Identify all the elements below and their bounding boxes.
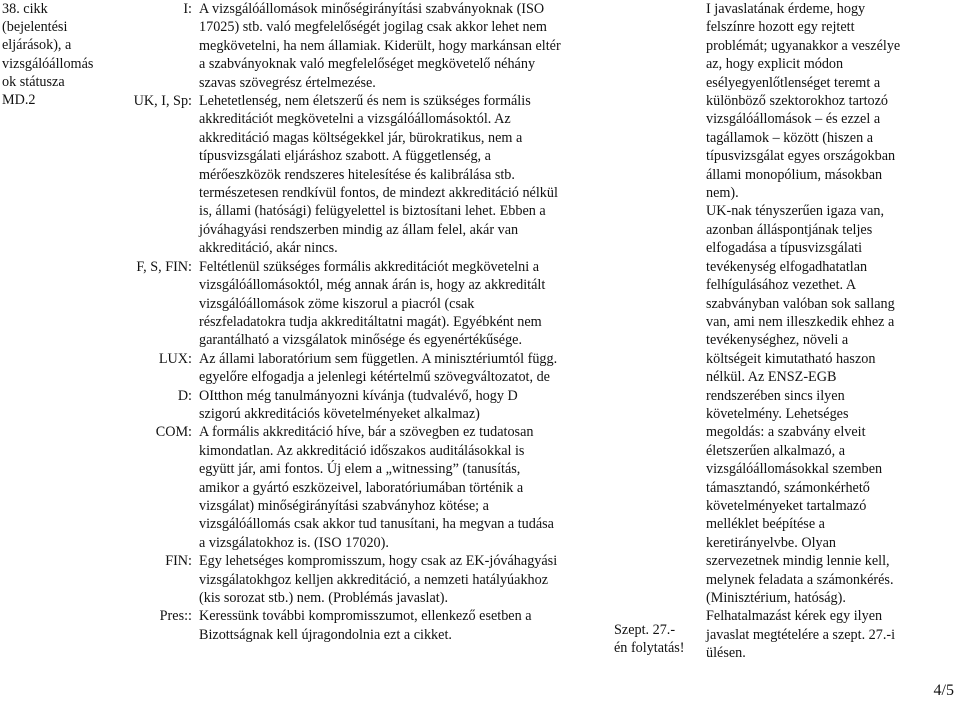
comment-line: garantálható a vizsgálatok minősége és egyenértékűsége. bbox=[199, 332, 523, 349]
remark-line: típusvizsgálat egyes országokban bbox=[706, 148, 896, 165]
comment-line: egyelőre elfogadja a jelenlegi kétértelmű szövegváltozatot, de bbox=[199, 369, 550, 386]
comment-text bbox=[199, 552, 604, 607]
comment-line: vizsgálóállomások zöme kiszorul a piacról (csak bbox=[199, 295, 475, 312]
remark-line: követelményeket tartalmazó bbox=[706, 497, 867, 514]
remark-line: tagállamok – között (hiszen a bbox=[706, 129, 874, 146]
country-code: I: bbox=[183, 1, 192, 17]
country-comments bbox=[96, 0, 616, 644]
comment-line: Feltétlenül szükséges formális akkreditációt megkövetelni a bbox=[199, 258, 540, 275]
remark-line: vizsgálóállomások – és ezzel a bbox=[706, 111, 881, 128]
comment-line: együtt jár, ami fontos. Új elem a „witnessing” (tanusítás, bbox=[199, 461, 521, 478]
remark-line: vizsgálóállomásokkal szemben bbox=[706, 461, 883, 478]
article-reference bbox=[2, 0, 92, 109]
comment-line: A vizsgálóállomások minőségirányítási szabványoknak (ISO bbox=[199, 1, 545, 17]
remark-line: van, ami nem illeszkedik ehhez a bbox=[706, 313, 895, 330]
country-code: F, S, FIN: bbox=[136, 258, 192, 275]
country-code: D: bbox=[177, 387, 192, 404]
remark-line: melléklet beépítése a bbox=[706, 516, 825, 533]
comment-text bbox=[199, 92, 604, 258]
comment-line: (kis sorozat stb.) nem. (Problémás javaslat). bbox=[199, 590, 449, 606]
remark-line: esélyegyenlőtlenséget teremt a bbox=[706, 74, 881, 91]
remarks-column bbox=[706, 0, 946, 663]
comment-row bbox=[96, 258, 616, 350]
comment-line: vizsgálóállomás csak akkor tud tanusítani, ha megvan a tudása bbox=[199, 516, 554, 533]
comment-line: Egy lehetséges kompromisszum, hogy csak az EK-jóváhagyási bbox=[199, 553, 558, 570]
comment-row bbox=[96, 552, 616, 607]
country-code: Pres:: bbox=[159, 608, 192, 625]
country-code: COM: bbox=[155, 424, 192, 441]
remark-line: nélkül. Az ENSZ-EGB bbox=[706, 369, 837, 386]
comment-line: 17025) stb. való megfelelőségét jogilag csak akkor lehet nem bbox=[199, 19, 547, 36]
remark-line: szervezetnek mindig lennie kell, bbox=[706, 553, 890, 570]
date-note bbox=[614, 621, 704, 658]
remark-line: tevékenység elfogadhatatlan bbox=[706, 258, 868, 275]
comment-line: akkreditációt megkövetelni a vizsgálóállomásoktól. Az bbox=[199, 111, 511, 128]
comment-line: részfeladatokra tudja akkreditáltatni magát). Egyébként nem bbox=[199, 313, 542, 330]
date-note-line: Szept. 27.- bbox=[614, 622, 676, 638]
comment-line: A formális akkreditáció híve, bár a szövegben ez tudatosan bbox=[199, 424, 534, 441]
article-ref-line: (bejelentési bbox=[2, 19, 68, 36]
page-number: 4/5 bbox=[933, 682, 954, 699]
comment-line: kimondatlan. Az akkreditáció időszakos auditálásokkal is bbox=[199, 442, 525, 459]
remark-line: szabványban valóban sok sallang bbox=[706, 295, 895, 312]
comment-line: szavas szövegrész értelmezése. bbox=[199, 74, 376, 91]
remark-line: elfogadása a típusvizsgálati bbox=[706, 240, 863, 257]
remark-line: különböző szektorokhoz tartozó bbox=[706, 93, 889, 110]
date-note-line: én folytatás! bbox=[614, 640, 685, 657]
comment-row bbox=[96, 607, 616, 644]
country-code: LUX: bbox=[158, 350, 192, 367]
comment-line: vizsgálat) minőségirányítási szabványhoz kötése; a bbox=[199, 497, 489, 514]
comment-line: Lehetetlenség, nem életszerű és nem is szükséges formális bbox=[199, 93, 531, 110]
remark-line: költségeit kimutatható haszon bbox=[706, 350, 876, 367]
comment-line: típusvizsgálati eljáráshoz szabott. A függetlenség, a bbox=[199, 148, 491, 165]
comment-text bbox=[199, 258, 604, 350]
remark-line: tevékenységhez, növeli a bbox=[706, 332, 849, 349]
article-ref-line: vizsgálóállomás bbox=[2, 55, 94, 72]
comment-line: jóváhagyási rendszerben mindig az állam felel, akár van bbox=[199, 221, 519, 238]
remark-line: támasztandó, számonkérhető bbox=[706, 479, 870, 496]
remark-line: I javaslatának érdeme, hogy bbox=[706, 1, 866, 17]
comment-row bbox=[96, 92, 616, 258]
remark-line: felhígulásához vezethet. A bbox=[706, 277, 857, 294]
comment-row bbox=[96, 350, 616, 387]
remark-line: melynek feladata a számonkérés. bbox=[706, 571, 894, 588]
remark-line: UK-nak tényszerűen igaza van, bbox=[706, 203, 885, 220]
remark-line: felszínre hozott egy rejtett bbox=[706, 19, 855, 36]
comment-line: Az állami laboratórium sem független. A minisztériumtól függ. bbox=[199, 350, 558, 367]
remark-line: javaslat megtételére a szept. 27.-i bbox=[706, 626, 896, 643]
remark-line: ülésen. bbox=[706, 645, 746, 662]
remark-line: problémát; ugyanakkor a veszélye bbox=[706, 37, 901, 54]
country-code: UK, I, Sp: bbox=[133, 93, 192, 110]
comment-row bbox=[96, 423, 616, 552]
article-ref-line: ok státusza bbox=[2, 73, 65, 90]
comment-line: akkreditáció magas költségekkel jár, bürokratikus, nem a bbox=[199, 129, 523, 146]
comment-line: vizsgálatokhgoz kelljen akkreditáció, a nemzeti hatályúakhoz bbox=[199, 571, 549, 588]
comment-line: mérőeszközök rendszeres hitelesítése és kalibrálása stb. bbox=[199, 166, 515, 183]
comment-line: Bizottságnak kell újragondolnia ezt a cikket. bbox=[199, 626, 452, 643]
comment-text bbox=[199, 387, 604, 424]
country-code: FIN: bbox=[165, 553, 192, 570]
remark-line: keretirányelvbe. Olyan bbox=[706, 534, 836, 551]
remark-line: (Minisztérium, hatóság). bbox=[706, 590, 846, 606]
comment-text bbox=[199, 350, 604, 387]
comment-row bbox=[96, 0, 616, 92]
comment-line: a vizsgálatokhoz is. (ISO 17020). bbox=[199, 534, 389, 551]
remark-line: életszerűen alkalmazó, a bbox=[706, 442, 846, 459]
remark-line: követelmény. Lehetséges bbox=[706, 405, 849, 422]
article-ref-line: MD.2 bbox=[2, 92, 36, 109]
comment-row bbox=[96, 387, 616, 424]
article-ref-line: eljárások), a bbox=[2, 37, 72, 54]
comment-text bbox=[199, 607, 604, 644]
remark-line: rendszerében sincs ilyen bbox=[706, 387, 845, 404]
comment-line: amikor a gyártó eszközeivel, laboratóriumában történik a bbox=[199, 479, 524, 496]
comment-line: akkreditáció, akár nincs. bbox=[199, 240, 338, 257]
comment-line: a szabványoknak való megfelelőséget megkövetelő néhány bbox=[199, 56, 536, 73]
comment-line: megkövetelni, ha nem államiak. Kiderült, hogy markánsan eltér bbox=[199, 37, 561, 54]
comment-line: természetesen rendkívül fontos, de mindezt akkreditáció nélkül bbox=[199, 185, 558, 202]
remark-line: állami monopólium, másokban bbox=[706, 166, 883, 183]
comment-text bbox=[199, 423, 604, 552]
article-ref-line: 38. cikk bbox=[2, 1, 48, 17]
remark-line: azonban álláspontjának teljes bbox=[706, 221, 873, 238]
remark-line: nem). bbox=[706, 185, 739, 202]
remark-line: az, hogy explicit módon bbox=[706, 56, 844, 73]
comment-line: szigorú akkreditációs követelményeket alkalmaz) bbox=[199, 405, 480, 422]
comment-line: is, állami (hatósági) felügyelettel is biztosítani lehet. Ebben a bbox=[199, 203, 546, 220]
remark-line: megoldás: a szabvány elveit bbox=[706, 424, 866, 441]
comment-line: OItthon még tanulmányozni kívánja (tudvalévő, hogy D bbox=[199, 387, 518, 404]
comment-line: vizsgálóállomásoktól, még annak árán is, hogy az akkreditált bbox=[199, 277, 546, 294]
comment-text bbox=[199, 0, 604, 92]
remark-line: Felhatalmazást kérek egy ilyen bbox=[706, 608, 883, 625]
comment-line: Keressünk további kompromisszumot, ellenkező esetben a bbox=[199, 608, 532, 625]
